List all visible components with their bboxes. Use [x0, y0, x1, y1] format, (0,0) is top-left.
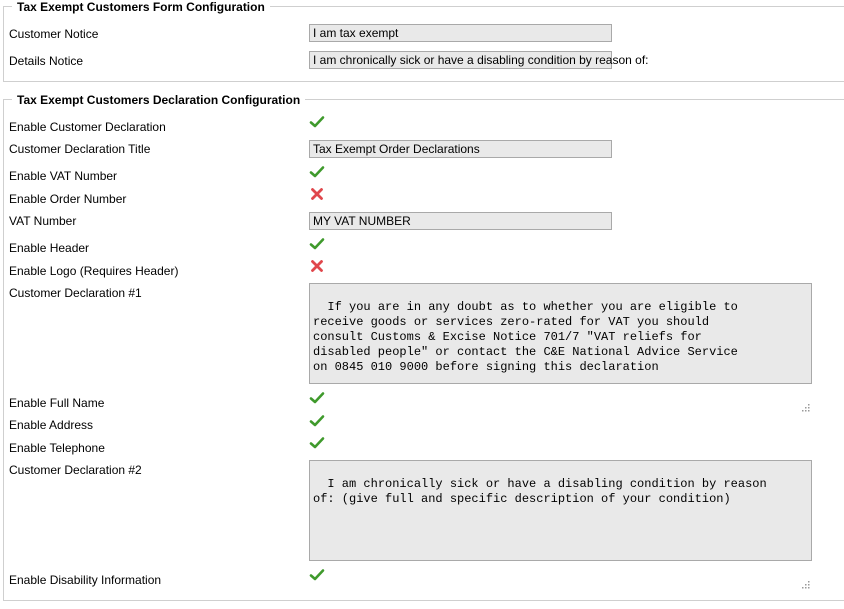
enable-disability-information-label: Enable Disability Information — [9, 573, 162, 587]
check-icon[interactable] — [309, 435, 325, 451]
check-icon[interactable] — [309, 164, 325, 180]
cross-icon[interactable] — [309, 186, 325, 202]
enable-header-label: Enable Header — [9, 241, 90, 255]
vat-number-input[interactable]: MY VAT NUMBER — [309, 212, 612, 230]
enable-telephone-label: Enable Telephone — [9, 441, 105, 455]
customer-notice-label: Customer Notice — [9, 27, 99, 41]
resize-grip-icon[interactable] — [800, 549, 810, 559]
enable-customer-declaration-label: Enable Customer Declaration — [9, 120, 166, 134]
cross-icon[interactable] — [309, 258, 325, 274]
enable-full-name-label: Enable Full Name — [9, 396, 105, 410]
details-notice-label: Details Notice — [9, 54, 84, 68]
check-icon[interactable] — [309, 567, 325, 583]
details-notice-input[interactable]: I am chronically sick or have a disabling condition by reason of: — [309, 51, 612, 69]
customer-declaration-2-label: Customer Declaration #2 — [9, 463, 142, 477]
enable-address-label: Enable Address — [9, 418, 94, 432]
check-icon[interactable] — [309, 390, 325, 406]
customer-declaration-1-textarea[interactable] — [309, 283, 812, 384]
enable-vat-number-label: Enable VAT Number — [9, 169, 118, 183]
vat-number-label: VAT Number — [9, 214, 77, 228]
check-icon[interactable] — [309, 413, 325, 429]
declaration-configuration-legend: Tax Exempt Customers Declaration Configuration — [12, 93, 305, 107]
form-configuration-legend: Tax Exempt Customers Form Configuration — [12, 0, 270, 14]
resize-grip-icon[interactable] — [800, 372, 810, 382]
customer-declaration-title-label: Customer Declaration Title — [9, 142, 151, 156]
check-icon[interactable] — [309, 114, 325, 130]
customer-notice-input[interactable]: I am tax exempt — [309, 24, 612, 42]
form-configuration-fieldset — [3, 0, 844, 82]
enable-order-number-label: Enable Order Number — [9, 192, 127, 206]
customer-declaration-2-textarea[interactable] — [309, 460, 812, 561]
customer-declaration-title-input[interactable]: Tax Exempt Order Declarations — [309, 140, 612, 158]
check-icon[interactable] — [309, 236, 325, 252]
customer-declaration-1-label: Customer Declaration #1 — [9, 286, 142, 300]
customer-declaration-2-text: I am chronically sick or have a disabling condition by reason of: (give full and specific description of your condition) — [313, 477, 767, 506]
enable-logo-label: Enable Logo (Requires Header) — [9, 264, 179, 278]
customer-declaration-1-text: If you are in any doubt as to whether you are eligible to receive goods or services zero-rated for VAT you should consult Customs & Excise Notice 701/7 "VAT reliefs for disabled people" or contact the C&E National Advice Service on 0845 010 9000 before signing this declaration — [313, 300, 738, 374]
